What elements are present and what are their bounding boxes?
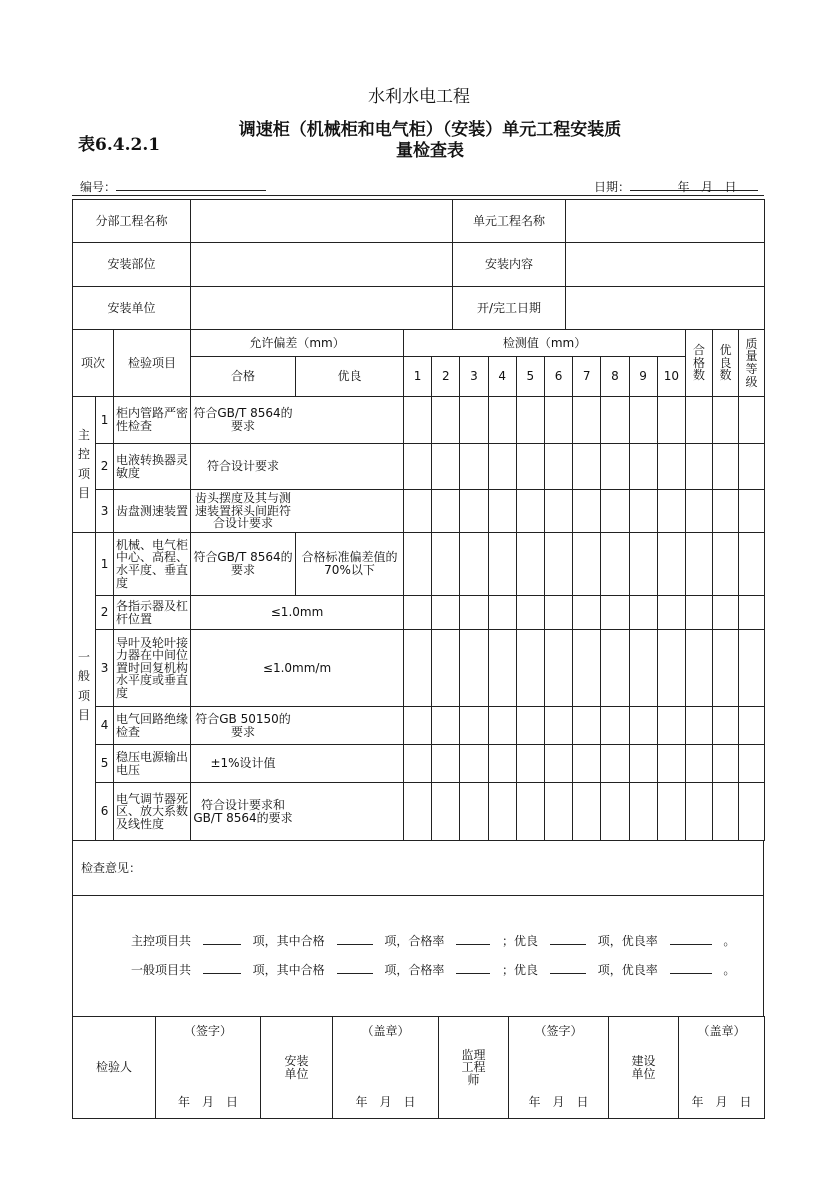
measured-value-cell[interactable] [404, 783, 432, 841]
measured-value-cell[interactable] [657, 707, 685, 745]
date-label: 日期： [594, 180, 631, 194]
measured-value-cell[interactable] [601, 444, 629, 490]
opinion-label: 检查意见： [73, 841, 764, 896]
item-name: 齿盘测速装置 [114, 490, 191, 533]
install-content-label: 安装内容 [453, 243, 566, 287]
tolerance-text: 符合GB 50150的要求 [195, 711, 291, 739]
item-number: 3 [96, 630, 114, 707]
summary-blank[interactable] [337, 961, 373, 974]
measured-value-cell[interactable] [460, 490, 488, 533]
serial-field[interactable] [80, 178, 266, 195]
main-control-group-label-text: 主控项目 [77, 428, 90, 500]
measured-value-cell[interactable] [432, 444, 460, 490]
sub-project-label: 分部工程名称 [73, 200, 191, 243]
summary-text: 项，合格率 [384, 934, 445, 948]
item-name: 电气回路绝缘检查 [114, 707, 191, 745]
summary-blank[interactable] [670, 961, 712, 974]
result-cell[interactable] [686, 630, 713, 707]
qualified-standard: 符合GB/T 8564的要求 [191, 533, 296, 596]
category-title: 水利水电工程 [368, 87, 470, 107]
measure-col-2: 2 [432, 357, 460, 397]
header-divider [72, 195, 764, 196]
measured-value-cell[interactable] [601, 397, 629, 444]
general-group-row [73, 596, 765, 630]
measured-value-cell[interactable] [544, 490, 572, 533]
measured-value-cell[interactable] [516, 533, 544, 596]
install-content-input[interactable] [566, 243, 765, 287]
start-end-date-input[interactable] [566, 287, 765, 330]
result-cell[interactable] [739, 533, 765, 596]
tolerance-text: ±1%设计值 [210, 756, 276, 771]
measured-value-cell[interactable] [432, 630, 460, 707]
measured-value-cell[interactable] [629, 490, 657, 533]
summary-blank[interactable] [550, 932, 586, 945]
result-cell[interactable] [686, 707, 713, 745]
owner-seal[interactable] [679, 1017, 765, 1119]
measure-col-8: 8 [601, 357, 629, 397]
measured-value-cell[interactable] [657, 596, 685, 630]
measured-value-cell[interactable] [657, 397, 685, 444]
install-unit-seal[interactable] [333, 1017, 439, 1119]
install-unit-sign-label-text: 安装单位 [284, 1053, 309, 1081]
form-title [190, 120, 670, 162]
general-group-row [73, 630, 765, 707]
tolerance-standard [191, 596, 404, 630]
measured-value-cell[interactable] [573, 533, 601, 596]
sign-date: 年 月 日 [528, 1095, 589, 1110]
measured-value-cell[interactable] [488, 783, 516, 841]
form-title-line1: 调速柜（机械柜和电气柜）（安装）单元工程安装质 [238, 120, 622, 140]
owner-label [609, 1017, 679, 1119]
measured-value-cell[interactable] [544, 745, 572, 783]
summary-text: ；优良 [502, 934, 539, 948]
install-unit-input[interactable] [191, 287, 453, 330]
result-cell[interactable] [686, 783, 713, 841]
qualified-count-header [686, 330, 713, 397]
summary-text: 项，优良率 [597, 934, 658, 948]
measured-value-cell[interactable] [544, 397, 572, 444]
measured-value-cell[interactable] [404, 707, 432, 745]
result-cell[interactable] [739, 783, 765, 841]
result-cell[interactable] [686, 397, 713, 444]
measured-value-cell[interactable] [432, 596, 460, 630]
result-cell[interactable] [713, 707, 739, 745]
measured-value-cell[interactable] [573, 444, 601, 490]
result-cell[interactable] [686, 745, 713, 783]
measured-value-cell[interactable] [573, 783, 601, 841]
sign-caption: （盖章） [697, 1024, 746, 1038]
tolerance-standard [191, 397, 404, 444]
conclusion-table [72, 840, 764, 1017]
measure-col-6: 6 [544, 357, 572, 397]
unit-project-label: 单元工程名称 [453, 200, 566, 243]
measured-value-cell[interactable] [516, 630, 544, 707]
result-cell[interactable] [739, 707, 765, 745]
main-control-group-row [73, 490, 765, 533]
signoff-table [72, 1016, 765, 1119]
supervisor-signature[interactable] [509, 1017, 609, 1119]
summary-text: 项，合格率 [384, 963, 445, 977]
measured-value-cell[interactable] [601, 630, 629, 707]
item-name: 稳压电源输出电压 [114, 745, 191, 783]
measure-col-1: 1 [404, 357, 432, 397]
tolerance-standard [191, 783, 404, 841]
item-number: 3 [96, 490, 114, 533]
tolerance-text: 符合设计要求和GB/T 8564的要求 [193, 797, 293, 825]
measured-value-cell[interactable] [404, 397, 432, 444]
measured-value-cell[interactable] [432, 707, 460, 745]
measured-value-cell[interactable] [488, 707, 516, 745]
sign-date: 年 月 日 [177, 1095, 238, 1110]
measured-value-cell[interactable] [601, 783, 629, 841]
measured-value-cell[interactable] [516, 783, 544, 841]
summary-general-line [131, 956, 761, 985]
supervisor-label-text: 监理工程师 [461, 1047, 486, 1087]
measured-value-cell[interactable] [432, 490, 460, 533]
general-group-row [73, 783, 765, 841]
grade-text: 质量等级 [745, 336, 758, 389]
main-control-group-row [73, 444, 765, 490]
general-group-row [73, 707, 765, 745]
summary-text: 项，优良率 [597, 963, 658, 977]
summary-cell [73, 896, 764, 1017]
item-no-header: 项次 [73, 330, 114, 397]
measured-value-cell[interactable] [516, 707, 544, 745]
measured-value-cell[interactable] [573, 630, 601, 707]
measured-value-cell[interactable] [601, 490, 629, 533]
item-name: 柜内管路严密性检查 [114, 397, 191, 444]
sign-caption: （签字） [534, 1024, 583, 1038]
item-number: 1 [96, 397, 114, 444]
result-cell[interactable] [713, 745, 739, 783]
item-name: 导叶及轮叶接力器在中间位置时回复机构水平度或垂直度 [114, 630, 191, 707]
measured-value-cell[interactable] [460, 533, 488, 596]
supervisor-signature-box [509, 1017, 608, 1117]
sign-date: 年 月 日 [355, 1095, 416, 1110]
result-cell[interactable] [686, 490, 713, 533]
start-end-date-label: 开/完工日期 [453, 287, 566, 330]
summary-blank[interactable] [337, 932, 373, 945]
sign-date: 年 月 日 [691, 1095, 752, 1110]
measured-value-cell[interactable] [516, 490, 544, 533]
general-group-label-text: 一般项目 [77, 650, 90, 722]
unit-project-input[interactable] [566, 200, 765, 243]
measured-value-cell[interactable] [460, 783, 488, 841]
item-name: 各指示器及杠杆位置 [114, 596, 191, 630]
result-cell[interactable] [686, 533, 713, 596]
measured-value-cell[interactable] [488, 596, 516, 630]
summary-text: 。 [723, 963, 736, 977]
summary-blank[interactable] [203, 932, 241, 945]
measured-value-cell[interactable] [544, 596, 572, 630]
measured-value-cell[interactable] [601, 707, 629, 745]
measured-value-cell[interactable] [460, 397, 488, 444]
summary-text: ；优良 [502, 963, 539, 977]
measured-value-cell[interactable] [629, 596, 657, 630]
measured-value-cell[interactable] [573, 397, 601, 444]
date-field[interactable] [594, 178, 758, 195]
result-cell[interactable] [739, 397, 765, 444]
install-unit-label: 安装单位 [73, 287, 191, 330]
measured-value-cell[interactable] [460, 745, 488, 783]
measured-value-cell[interactable] [629, 533, 657, 596]
item-number: 5 [96, 745, 114, 783]
item-number: 4 [96, 707, 114, 745]
install-location-label: 安装部位 [73, 243, 191, 287]
inspector-signature[interactable] [156, 1017, 261, 1119]
measured-value-cell[interactable] [573, 596, 601, 630]
tolerance-standard [191, 444, 404, 490]
inspector-signature-box [156, 1017, 260, 1117]
excellent-count-text: 优良数 [719, 343, 732, 383]
item-number: 2 [96, 596, 114, 630]
install-location-input[interactable] [191, 243, 453, 287]
measured-value-cell[interactable] [657, 444, 685, 490]
summary-main-line [131, 927, 761, 956]
measured-value-cell[interactable] [488, 444, 516, 490]
result-cell[interactable] [713, 444, 739, 490]
item-header: 检验项目 [114, 330, 191, 397]
main-control-group-row [73, 397, 765, 444]
result-cell[interactable] [686, 444, 713, 490]
measured-value-cell[interactable] [629, 397, 657, 444]
info-table [72, 199, 765, 330]
measured-value-cell[interactable] [544, 444, 572, 490]
result-cell[interactable] [739, 444, 765, 490]
excellent-header: 优良 [296, 357, 404, 397]
result-cell[interactable] [713, 397, 739, 444]
result-cell[interactable] [739, 596, 765, 630]
result-cell[interactable] [713, 490, 739, 533]
summary-blank[interactable] [456, 961, 490, 974]
measured-value-cell[interactable] [573, 707, 601, 745]
summary-blank[interactable] [670, 932, 712, 945]
tolerance-text: 齿头摆度及其与测速装置探头间距符合设计要求 [195, 491, 292, 531]
measured-value-cell[interactable] [601, 533, 629, 596]
result-cell[interactable] [739, 630, 765, 707]
measured-value-cell[interactable] [544, 630, 572, 707]
measured-value-cell[interactable] [657, 745, 685, 783]
item-number: 1 [96, 533, 114, 596]
summary-blank[interactable] [550, 961, 586, 974]
measure-col-3: 3 [460, 357, 488, 397]
summary-text: 项，其中合格 [252, 934, 325, 948]
excellent-count-header [713, 330, 739, 397]
date-blank[interactable] [630, 178, 758, 194]
measured-value-cell[interactable] [657, 783, 685, 841]
measured-value-cell[interactable] [544, 707, 572, 745]
general-group-row [73, 745, 765, 783]
measured-value-cell[interactable] [657, 490, 685, 533]
measured-value-cell[interactable] [488, 745, 516, 783]
summary-text: 。 [723, 934, 736, 948]
measured-value-cell[interactable] [460, 596, 488, 630]
owner-seal-box [679, 1017, 764, 1117]
result-cell[interactable] [713, 533, 739, 596]
measured-value-cell[interactable] [432, 783, 460, 841]
measured-value-cell[interactable] [488, 533, 516, 596]
measured-value-cell[interactable] [657, 533, 685, 596]
tolerance-standard [191, 745, 404, 783]
serial-label: 编号： [80, 180, 117, 194]
measured-value-cell[interactable] [629, 444, 657, 490]
tolerance-header: 允许偏差（mm） [191, 330, 404, 357]
measured-value-cell[interactable] [404, 596, 432, 630]
measured-value-cell[interactable] [601, 745, 629, 783]
summary-text: 主控项目共 [131, 934, 192, 948]
measured-value-cell[interactable] [629, 630, 657, 707]
result-cell[interactable] [713, 596, 739, 630]
summary-blank[interactable] [456, 932, 490, 945]
measured-value-cell[interactable] [516, 745, 544, 783]
tolerance-text: 符合GB/T 8564的要求 [193, 406, 293, 433]
day-unit: 日 [724, 180, 737, 194]
measured-value-cell[interactable] [544, 533, 572, 596]
result-cell[interactable] [713, 783, 739, 841]
measured-value-cell[interactable] [460, 707, 488, 745]
measure-col-4: 4 [488, 357, 516, 397]
measured-header: 检测值（mm） [404, 330, 686, 357]
measured-value-cell[interactable] [573, 490, 601, 533]
general-group-label [73, 533, 96, 841]
item-number: 2 [96, 444, 114, 490]
result-cell[interactable] [713, 630, 739, 707]
measured-value-cell[interactable] [432, 533, 460, 596]
owner-label-text: 建设单位 [631, 1053, 656, 1081]
general-group-row [73, 533, 765, 596]
form-title-line2: 量检查表 [396, 141, 464, 161]
summary-blank[interactable] [203, 961, 241, 974]
measured-value-cell[interactable] [404, 630, 432, 707]
table-number: 表6.4.2.1 [78, 135, 161, 155]
inspector-label-text: 检验人 [95, 1060, 132, 1075]
measured-value-cell[interactable] [657, 630, 685, 707]
main-control-group-label [73, 397, 96, 533]
measured-value-cell[interactable] [432, 745, 460, 783]
sub-project-input[interactable] [191, 200, 453, 243]
item-name: 电气调节器死区、放大系数及线性度 [114, 783, 191, 841]
summary-text: 一般项目共 [131, 963, 192, 977]
measured-value-cell[interactable] [629, 745, 657, 783]
measured-value-cell[interactable] [544, 783, 572, 841]
supervisor-label [439, 1017, 509, 1119]
measured-value-cell[interactable] [488, 490, 516, 533]
measure-col-10: 10 [657, 357, 685, 397]
measured-value-cell[interactable] [573, 745, 601, 783]
measured-value-cell[interactable] [404, 745, 432, 783]
measured-value-cell[interactable] [488, 630, 516, 707]
measured-value-cell[interactable] [516, 596, 544, 630]
measure-col-5: 5 [516, 357, 544, 397]
result-cell[interactable] [686, 596, 713, 630]
tolerance-standard [191, 630, 404, 707]
measured-value-cell[interactable] [404, 490, 432, 533]
summary-text: 项，其中合格 [252, 963, 325, 977]
tolerance-text: 符合设计要求 [207, 459, 280, 474]
item-number: 6 [96, 783, 114, 841]
install-unit-seal-box [333, 1017, 438, 1117]
tolerance-text: ≤1.0mm [270, 605, 324, 620]
tolerance-standard [191, 490, 404, 533]
measured-value-cell[interactable] [404, 533, 432, 596]
measure-col-9: 9 [629, 357, 657, 397]
serial-blank[interactable] [116, 178, 266, 191]
install-unit-sign-label [261, 1017, 333, 1119]
measured-value-cell[interactable] [488, 397, 516, 444]
result-cell[interactable] [739, 490, 765, 533]
result-cell[interactable] [739, 745, 765, 783]
measured-value-cell[interactable] [601, 596, 629, 630]
qualified-count-text: 合格数 [693, 343, 706, 383]
measured-value-cell[interactable] [460, 630, 488, 707]
qualified-header: 合格 [191, 357, 296, 397]
measured-value-cell[interactable] [629, 707, 657, 745]
tolerance-standard [191, 707, 404, 745]
tolerance-text: ≤1.0mm/m [262, 660, 332, 675]
sign-caption: （签字） [183, 1024, 232, 1038]
grade-header [739, 330, 765, 397]
item-name: 电液转换器灵敏度 [114, 444, 191, 490]
item-name: 机械、电气柜中心、高程、水平度、垂直度 [114, 533, 191, 596]
measured-value-cell[interactable] [629, 783, 657, 841]
measure-col-7: 7 [573, 357, 601, 397]
inspection-grid [72, 329, 765, 841]
month-unit: 月 [701, 180, 714, 194]
inspector-label [73, 1017, 156, 1119]
year-unit: 年 [677, 180, 690, 194]
excellent-standard: 合格标准偏差值的70%以下 [296, 533, 404, 596]
measured-value-cell[interactable] [516, 397, 544, 444]
measured-value-cell[interactable] [460, 444, 488, 490]
sign-caption: （盖章） [361, 1024, 410, 1038]
measured-value-cell[interactable] [432, 397, 460, 444]
measured-value-cell[interactable] [404, 444, 432, 490]
measured-value-cell[interactable] [516, 444, 544, 490]
